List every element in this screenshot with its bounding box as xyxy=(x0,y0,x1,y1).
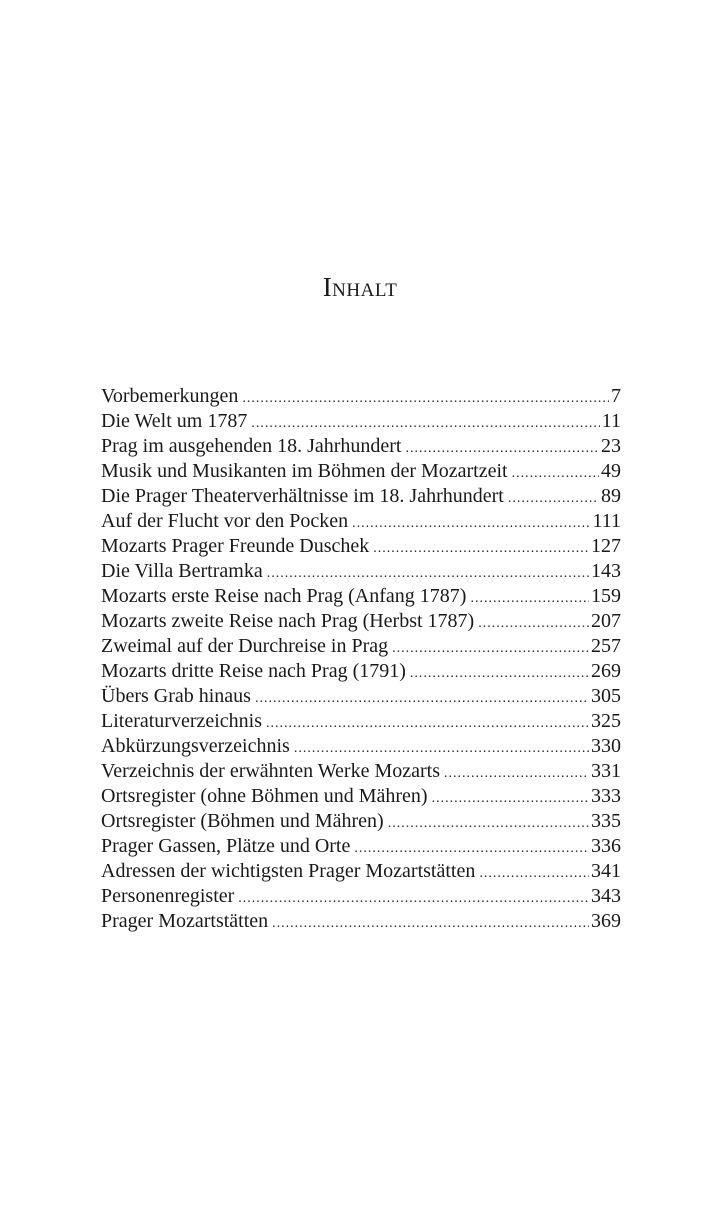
toc-entry-page: 143 xyxy=(591,560,621,582)
toc-dot-leader xyxy=(373,536,589,561)
toc-dot-leader xyxy=(255,686,589,711)
toc-dot-leader xyxy=(432,786,589,811)
toc-entry-page: 11 xyxy=(601,410,621,432)
toc-entry xyxy=(101,659,621,684)
toc-entry-label: Die Villa Bertramka xyxy=(101,560,263,582)
toc-dot-leader xyxy=(294,736,589,761)
toc-entry-page: 305 xyxy=(591,685,621,707)
toc-dot-leader xyxy=(266,711,589,736)
toc-entry xyxy=(101,809,621,834)
toc-entry-page: 23 xyxy=(601,435,621,457)
toc-entry-label: Ortsregister (Böhmen und Mähren) xyxy=(101,810,384,832)
toc-entry-label: Ortsregister (ohne Böhmen und Mähren) xyxy=(101,785,428,807)
toc-entry-label: Literaturverzeichnis xyxy=(101,710,263,732)
toc-entry-page: 325 xyxy=(591,710,621,732)
toc-entry-page: 7 xyxy=(611,385,621,407)
toc-entry-label: Personenregister xyxy=(101,885,235,907)
toc-entry xyxy=(101,834,621,859)
toc-entry-page: 257 xyxy=(591,635,621,657)
toc-entry xyxy=(101,684,621,709)
toc-entry-label: Zweimal auf der Durchreise in Prag xyxy=(101,635,389,657)
toc-entry-label: Abkürzungsverzeichnis xyxy=(101,735,290,757)
toc-dot-leader xyxy=(508,486,599,511)
toc-entry-page: 269 xyxy=(591,660,621,682)
table-of-contents xyxy=(101,384,621,934)
toc-dot-leader xyxy=(392,636,589,661)
toc-dot-leader xyxy=(479,861,589,886)
toc-entry-label: Prager Mozartstätten xyxy=(101,910,269,932)
toc-entry xyxy=(101,559,621,584)
toc-entry xyxy=(101,609,621,634)
toc-entry xyxy=(101,909,621,934)
toc-entry-label: Mozarts dritte Reise nach Prag (1791) xyxy=(101,660,406,682)
toc-entry-label: Übers Grab hinaus xyxy=(101,685,251,707)
toc-entry xyxy=(101,409,621,434)
toc-entry xyxy=(101,734,621,759)
toc-entry xyxy=(101,459,621,484)
toc-dot-leader xyxy=(267,561,589,586)
toc-entry-page: 341 xyxy=(591,860,621,882)
toc-entry-label: Adressen der wichtigsten Prager Mozartstätten xyxy=(101,860,476,882)
toc-entry xyxy=(101,709,621,734)
toc-entry-label: Auf der Flucht vor den Pocken xyxy=(101,510,349,532)
toc-dot-leader xyxy=(470,586,589,611)
toc-dot-leader xyxy=(478,611,589,636)
toc-entry-page: 330 xyxy=(591,735,621,757)
toc-entry xyxy=(101,384,621,409)
toc-entry-page: 333 xyxy=(591,785,621,807)
toc-entry-page: 336 xyxy=(591,835,621,857)
toc-dot-leader xyxy=(242,386,609,411)
toc-entry xyxy=(101,634,621,659)
toc-dot-leader xyxy=(410,661,589,686)
toc-entry-label: Verzeichnis der erwähnten Werke Mozarts xyxy=(101,760,440,782)
toc-entry xyxy=(101,509,621,534)
toc-entry xyxy=(101,859,621,884)
toc-dot-leader xyxy=(405,436,599,461)
toc-entry-label: Mozarts Prager Freunde Duschek xyxy=(101,535,370,557)
toc-dot-leader xyxy=(352,511,590,536)
toc-entry-label: Musik und Musikanten im Böhmen der Mozartzeit xyxy=(101,460,508,482)
toc-entry-page: 331 xyxy=(591,760,621,782)
toc-dot-leader xyxy=(444,761,589,786)
toc-dot-leader xyxy=(272,911,589,936)
toc-entry-label: Vorbemerkungen xyxy=(101,385,239,407)
toc-entry-page: 335 xyxy=(591,810,621,832)
page-title: Inhalt xyxy=(322,272,398,302)
toc-entry-page: 369 xyxy=(591,910,621,932)
toc-entry-page: 207 xyxy=(591,610,621,632)
toc-dot-leader xyxy=(354,836,589,861)
toc-entry-label: Die Prager Theaterverhältnisse im 18. Jahrhundert xyxy=(101,485,504,507)
toc-entry-label: Mozarts zweite Reise nach Prag (Herbst 1787) xyxy=(101,610,475,632)
toc-entry-label: Die Welt um 1787 xyxy=(101,410,248,432)
toc-entry-page: 89 xyxy=(601,485,621,507)
toc-entry xyxy=(101,534,621,559)
toc-dot-leader xyxy=(238,886,589,911)
toc-dot-leader xyxy=(512,461,599,486)
toc-entry xyxy=(101,784,621,809)
toc-entry xyxy=(101,434,621,459)
toc-entry-page: 49 xyxy=(601,460,621,482)
toc-entry-label: Mozarts erste Reise nach Prag (Anfang 1787) xyxy=(101,585,467,607)
toc-entry xyxy=(101,884,621,909)
toc-entry-page: 159 xyxy=(591,585,621,607)
toc-entry xyxy=(101,484,621,509)
toc-entry-page: 127 xyxy=(591,535,621,557)
toc-entry-page: 343 xyxy=(591,885,621,907)
toc-entry xyxy=(101,759,621,784)
toc-entry-label: Prager Gassen, Plätze und Orte xyxy=(101,835,351,857)
toc-dot-leader xyxy=(388,811,589,836)
toc-entry xyxy=(101,584,621,609)
toc-dot-leader xyxy=(251,411,599,436)
toc-entry-page: 111 xyxy=(592,510,621,532)
toc-entry-label: Prag im ausgehenden 18. Jahrhundert xyxy=(101,435,402,457)
